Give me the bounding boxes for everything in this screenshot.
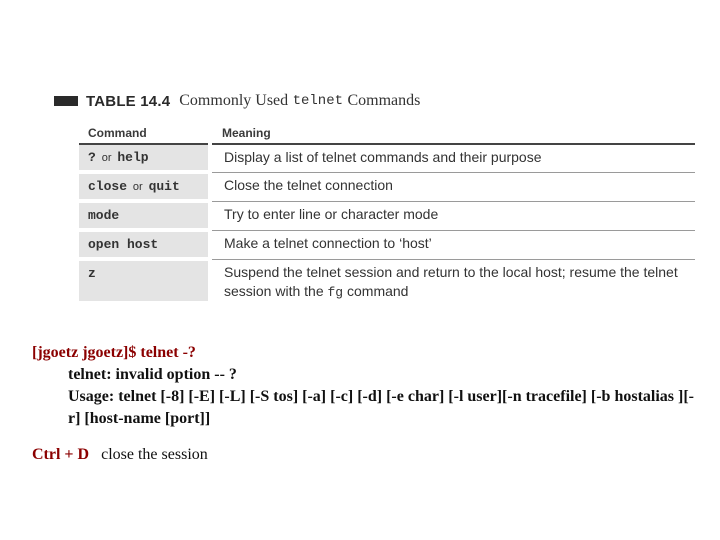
meaning-cell: Make a telnet connection to ‘host’ [210,230,695,259]
output-usage-line: Usage: telnet [-8] [-E] [-L] [-S tos] [-a] [-c] [-d] [-e char] [-l user][-n tracefile] [-b hostalias ][-r] [host-name [port]] [68,388,694,427]
command-name-alt: quit [148,179,180,194]
meaning-inline-code: fg [327,284,344,300]
command-cell [79,230,210,259]
header-command: Command [79,122,210,144]
command-separator: or [132,181,143,193]
meaning-cell: Try to enter line or character mode [210,201,695,230]
command-cell [79,259,210,303]
table-header-row [79,122,695,144]
command-cell [79,172,210,201]
caption-code: telnet [292,93,344,109]
meaning-text: Suspend the telnet session and return to the local host; resume the telnet session with the [224,263,678,299]
table-row [79,259,695,303]
command-cell [79,201,210,230]
command-name: open host [88,237,159,252]
meaning-cell [210,259,695,303]
command-name: close [88,179,128,194]
table-caption [54,92,420,110]
caption-text-after: Commands [347,92,421,109]
caption-label: TABLE 14.4 [86,92,171,110]
command-name-alt: help [117,150,149,165]
shell-prompt-line: [jgoetz jgoetz]$ telnet -? [32,344,196,361]
shortcut-key: Ctrl + D [32,446,90,463]
output-error-line: telnet: invalid option -- ? [68,366,237,383]
terminal-example [32,342,702,466]
meaning-cell: Close the telnet connection [210,172,695,201]
table-row [79,230,695,259]
command-cell [79,144,210,172]
meaning-text-end: command [347,282,409,299]
command-name: mode [88,208,120,223]
table-row [79,172,695,201]
table-row [79,201,695,230]
caption-marker-icon [54,96,78,106]
header-meaning: Meaning [210,122,695,144]
caption-text-before: Commonly Used [179,92,289,109]
command-name: ? [88,150,96,165]
table-row [79,144,695,172]
command-separator: or [101,152,112,164]
shortcut-line [32,444,702,466]
meaning-cell: Display a list of telnet commands and their purpose [210,144,695,172]
shortcut-description: close the session [101,446,208,463]
command-name: z [88,266,96,281]
commands-table [79,122,695,305]
